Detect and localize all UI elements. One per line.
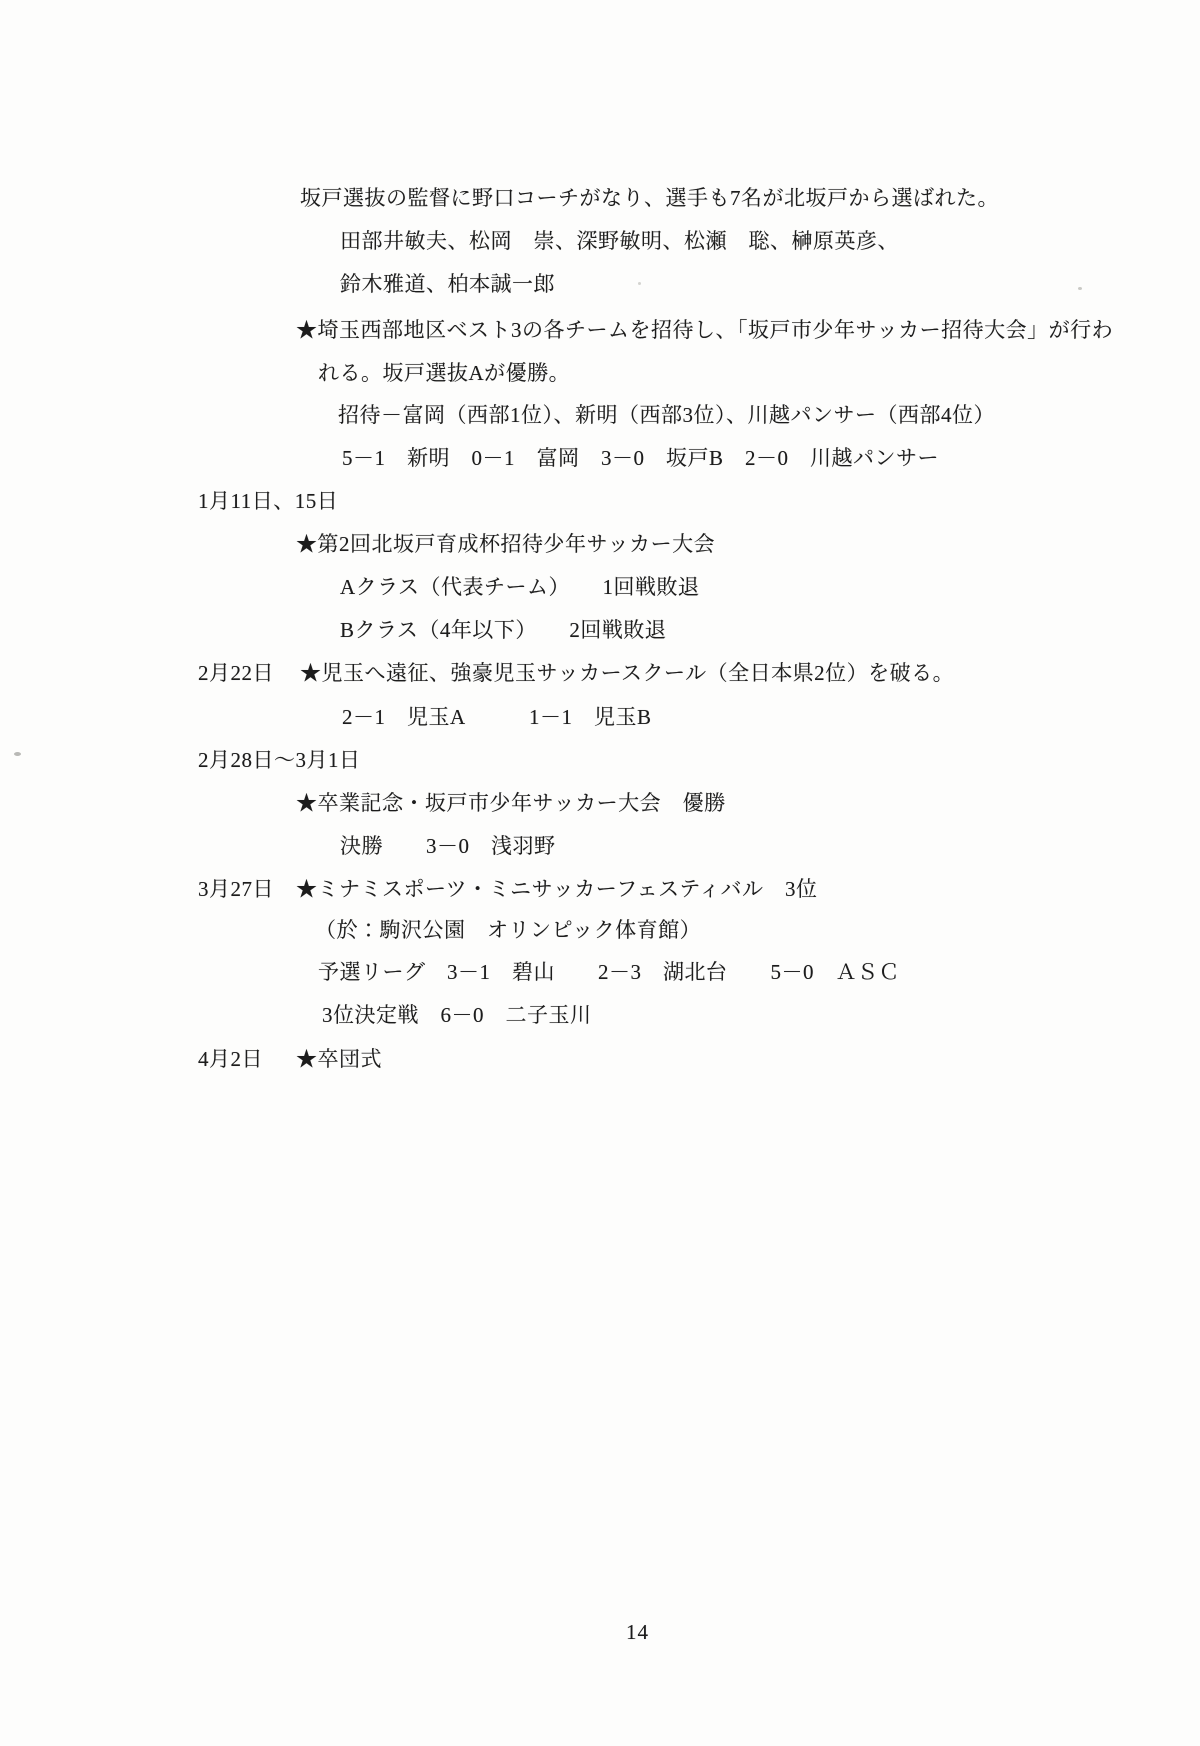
feb28-event-date: 2月28日～3月1日 (198, 748, 361, 772)
invitational-title-line-2: れる。坂戸選抜Aが優勝。 (318, 361, 571, 385)
invitational-invited-teams: 招待－富岡（西部1位）、新明（西部3位）、川越パンサー（西部4位） (338, 403, 995, 427)
apr2-event-title: ★卒団式 (296, 1047, 382, 1071)
scan-speck (638, 282, 641, 285)
feb22-event-date: 2月22日 (198, 661, 274, 685)
mar27-event-date: 3月27日 (198, 877, 274, 901)
invitational-match-results: 5－1 新明 0－1 富岡 3－0 坂戸B 2－0 川越パンサー (342, 446, 940, 470)
players-names-line-1: 田部井敏夫、松岡 崇、深野敏明、松瀬 聡、榊原英彦、 (340, 229, 899, 253)
apr2-event-date: 4月2日 (198, 1047, 263, 1071)
players-names-line-2: 鈴木雅道、柏本誠一郎 (340, 272, 555, 296)
intro-sentence: 坂戸選抜の監督に野口コーチがなり、選手も7名が北坂戸から選ばれた。 (300, 186, 999, 210)
mar27-prelim-results: 予選リーグ 3－1 碧山 2－3 湖北台 5－0 ＡＳＣ (318, 960, 900, 984)
scan-speck (1078, 287, 1082, 290)
graduation-event-title: ★卒業記念・坂戸市少年サッカー大会 優勝 (296, 791, 726, 815)
mar27-venue: （於：駒沢公園 オリンピック体育館） (315, 918, 702, 942)
jan-event-title: ★第2回北坂戸育成杯招待少年サッカー大会 (296, 532, 716, 556)
graduation-final-result: 決勝 3－0 浅羽野 (340, 834, 556, 858)
feb22-event-title: ★児玉へ遠征、強豪児玉サッカースクール（全日本県2位）を破る。 (300, 661, 955, 685)
invitational-title-line-1: ★埼玉西部地区ベスト3の各チームを招待し、「坂戸市少年サッカー招待大会」が行わ (296, 318, 1114, 342)
page-number: 14 (626, 1620, 649, 1644)
jan-class-a-result: Aクラス（代表チーム） 1回戦敗退 (340, 575, 700, 599)
jan-event-date: 1月11日、15日 (198, 489, 339, 513)
feb22-match-results: 2－1 児玉A 1－1 児玉B (342, 705, 652, 729)
jan-class-b-result: Bクラス（4年以下） 2回戦敗退 (340, 618, 667, 642)
mar27-third-place-result: 3位決定戦 6－0 二子玉川 (322, 1003, 592, 1027)
scan-speck (14, 752, 21, 756)
mar27-event-title: ★ミナミスポーツ・ミニサッカーフェスティバル 3位 (296, 877, 818, 901)
